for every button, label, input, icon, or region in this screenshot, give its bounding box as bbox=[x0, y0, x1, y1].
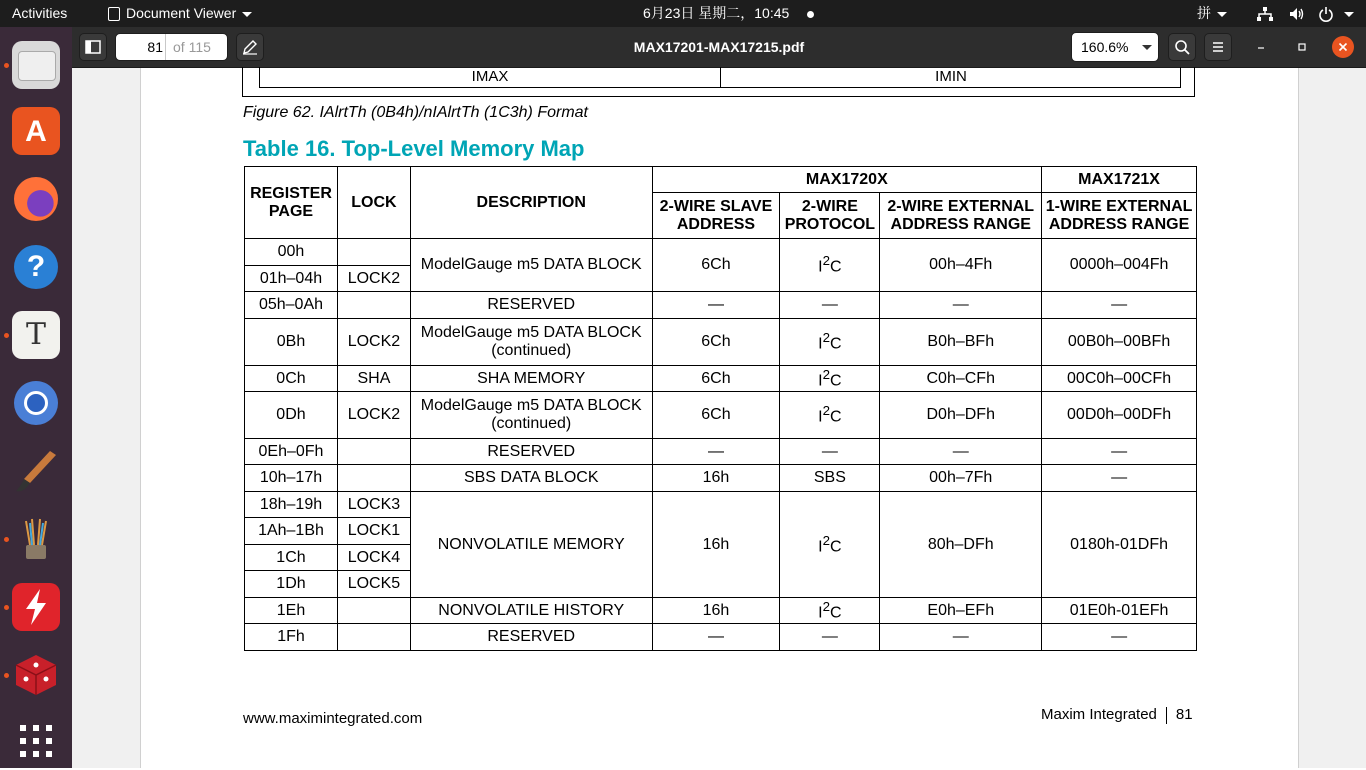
figure-caption: Figure 62. IAlrtTh (0B4h)/nIAlrtTh (1C3h) Format bbox=[243, 104, 588, 121]
register-page-cell: 1Fh bbox=[245, 624, 338, 651]
protocol-cell bbox=[780, 366, 880, 392]
chevron-down-icon bbox=[242, 12, 252, 17]
range-2wire-cell: B0h–BFh bbox=[880, 319, 1042, 366]
chevron-down-icon bbox=[1217, 12, 1227, 17]
register-page-cell: 0Eh–0Fh bbox=[245, 439, 338, 465]
table-row bbox=[245, 392, 1197, 439]
thunder-icon[interactable] bbox=[12, 583, 60, 631]
range-1wire-cell: 00B0h–00BFh bbox=[1042, 319, 1197, 366]
protocol-text: I bbox=[818, 538, 823, 556]
range-1wire-cell: 0180h-01DFh bbox=[1042, 492, 1197, 598]
range-2wire-cell: — bbox=[880, 292, 1042, 319]
page-number-input[interactable]: 81 bbox=[147, 39, 163, 55]
brushes-icon[interactable] bbox=[12, 515, 60, 563]
annotate-button[interactable] bbox=[236, 33, 264, 61]
clock-label: 6月23日 星期二，10:45 bbox=[643, 5, 790, 21]
header-register-page: REGISTER PAGE bbox=[245, 167, 338, 239]
slave-address-cell: 6Ch bbox=[652, 392, 780, 439]
firefox-icon[interactable] bbox=[12, 175, 60, 223]
range-2wire-cell: E0h–EFh bbox=[880, 598, 1042, 624]
description-cell: SBS DATA BLOCK bbox=[410, 465, 652, 492]
typora-icon[interactable]: T bbox=[12, 311, 60, 359]
description-cell: ModelGauge m5 DATA BLOCK (continued) bbox=[410, 319, 652, 366]
slave-address-cell: — bbox=[652, 292, 780, 319]
volume-icon bbox=[1288, 6, 1306, 22]
header-max1720x: MAX1720X bbox=[652, 167, 1042, 193]
app-menu[interactable] bbox=[108, 0, 252, 27]
chevron-down-icon[interactable] bbox=[1142, 45, 1152, 50]
header-protocol: 2-WIRE PROTOCOL bbox=[780, 193, 880, 239]
lock-cell bbox=[337, 292, 410, 319]
running-indicator bbox=[4, 537, 9, 542]
protocol-superscript: 2 bbox=[822, 330, 831, 346]
footer-divider bbox=[1166, 707, 1167, 724]
table-row bbox=[245, 598, 1197, 624]
imin-cell: IMIN bbox=[935, 68, 967, 85]
protocol-superscript: 2 bbox=[822, 598, 831, 614]
main-menu-button[interactable] bbox=[1204, 33, 1232, 61]
header-bar bbox=[72, 27, 1366, 68]
protocol-cell bbox=[780, 319, 880, 366]
page-count-label: of 115 bbox=[173, 39, 211, 55]
running-indicator bbox=[4, 63, 9, 68]
lock-cell bbox=[337, 239, 410, 266]
range-1wire-cell: — bbox=[1042, 624, 1197, 651]
protocol-superscript: 2 bbox=[822, 403, 831, 419]
running-indicator bbox=[4, 333, 9, 338]
lock-cell: LOCK2 bbox=[337, 319, 410, 366]
range-1wire-cell: 00D0h–00DFh bbox=[1042, 392, 1197, 439]
lock-cell: SHA bbox=[337, 366, 410, 392]
memory-map-table bbox=[244, 166, 1197, 651]
protocol-cell: — bbox=[780, 439, 880, 465]
header-description: DESCRIPTION bbox=[410, 167, 652, 239]
search-button[interactable] bbox=[1168, 33, 1196, 61]
protocol-text: C bbox=[830, 335, 842, 353]
description-cell: NONVOLATILE MEMORY bbox=[410, 492, 652, 598]
protocol-superscript: 2 bbox=[822, 366, 831, 382]
slave-address-cell: 6Ch bbox=[652, 319, 780, 366]
clock[interactable] bbox=[643, 0, 814, 27]
footer-page-number: 81 bbox=[1175, 706, 1193, 723]
range-1wire-cell: — bbox=[1042, 465, 1197, 492]
zoom-combo[interactable] bbox=[1071, 32, 1159, 62]
header-lock: LOCK bbox=[337, 167, 410, 239]
table-row bbox=[245, 292, 1197, 319]
footer-company: Maxim Integrated bbox=[1041, 706, 1157, 723]
apps-grid-icon[interactable] bbox=[12, 717, 60, 765]
protocol-text: C bbox=[830, 258, 842, 276]
lock-cell: LOCK3 bbox=[337, 492, 410, 518]
files-icon[interactable] bbox=[12, 41, 60, 89]
description-cell: RESERVED bbox=[410, 292, 652, 319]
register-page-cell: 18h–19h bbox=[245, 492, 338, 518]
protocol-cell: — bbox=[780, 624, 880, 651]
protocol-text: I bbox=[818, 372, 823, 390]
table-row bbox=[245, 465, 1197, 492]
header-slave-address: 2-WIRE SLAVE ADDRESS bbox=[652, 193, 780, 239]
register-page-cell: 1Ch bbox=[245, 545, 338, 571]
pencil-icon bbox=[237, 34, 263, 60]
header-max1721x: MAX1721X bbox=[1042, 167, 1197, 193]
table-row bbox=[245, 492, 1197, 518]
slave-address-cell: 6Ch bbox=[652, 366, 780, 392]
protocol-text: C bbox=[830, 408, 842, 426]
notification-dot-icon bbox=[807, 11, 814, 18]
power-icon bbox=[1318, 6, 1334, 22]
table-title: Table 16. Top-Level Memory Map bbox=[243, 136, 585, 161]
lock-cell: LOCK4 bbox=[337, 545, 410, 571]
chromium-icon[interactable] bbox=[12, 379, 60, 427]
slave-address-cell: 16h bbox=[652, 465, 780, 492]
table-row bbox=[245, 319, 1197, 366]
paint-icon[interactable] bbox=[12, 447, 60, 495]
table-row bbox=[245, 624, 1197, 651]
lock-cell: LOCK2 bbox=[337, 392, 410, 439]
dock bbox=[0, 27, 72, 768]
range-2wire-cell: 80h–DFh bbox=[880, 492, 1042, 598]
header-2wire-range: 2-WIRE EXTERNAL ADDRESS RANGE bbox=[880, 193, 1042, 239]
register-page-cell: 01h–04h bbox=[245, 266, 338, 292]
running-indicator bbox=[4, 605, 9, 610]
search-icon bbox=[1169, 34, 1195, 60]
page-entry[interactable] bbox=[115, 33, 228, 61]
protocol-text: I bbox=[818, 604, 823, 622]
description-cell: RESERVED bbox=[410, 624, 652, 651]
lock-cell: LOCK5 bbox=[337, 571, 410, 598]
imax-cell: IMAX bbox=[471, 68, 509, 85]
register-page-cell: 1Dh bbox=[245, 571, 338, 598]
range-2wire-cell: — bbox=[880, 439, 1042, 465]
range-1wire-cell: 00C0h–00CFh bbox=[1042, 366, 1197, 392]
protocol-text: I bbox=[818, 335, 823, 353]
system-menu[interactable] bbox=[1256, 0, 1354, 27]
protocol-superscript: 2 bbox=[822, 532, 831, 548]
app-menu-label: Document Viewer bbox=[126, 5, 237, 21]
protocol-cell bbox=[780, 598, 880, 624]
protocol-text: C bbox=[830, 604, 842, 622]
header-1wire-range: 1-WIRE EXTERNAL ADDRESS RANGE bbox=[1042, 193, 1197, 239]
dice-icon[interactable] bbox=[12, 651, 60, 699]
footer-right bbox=[1041, 706, 1193, 724]
input-method-label: 拼 bbox=[1197, 5, 1211, 21]
protocol-superscript: 2 bbox=[822, 253, 831, 269]
software-icon[interactable]: A bbox=[12, 107, 60, 155]
range-1wire-cell: 0000h–004Fh bbox=[1042, 239, 1197, 292]
register-page-cell: 1Ah–1Bh bbox=[245, 518, 338, 545]
lock-cell bbox=[337, 598, 410, 624]
table-row bbox=[245, 239, 1197, 266]
running-indicator bbox=[4, 673, 9, 678]
pdf-page bbox=[140, 68, 1299, 768]
activities-button[interactable]: Activities bbox=[12, 5, 68, 21]
lock-cell bbox=[337, 624, 410, 651]
range-2wire-cell: — bbox=[880, 624, 1042, 651]
protocol-cell bbox=[780, 239, 880, 292]
footer-url[interactable]: www.maximintegrated.com bbox=[243, 710, 423, 727]
register-page-cell: 0Bh bbox=[245, 319, 338, 366]
protocol-text: I bbox=[818, 408, 823, 426]
protocol-cell: — bbox=[780, 292, 880, 319]
register-page-cell: 05h–0Ah bbox=[245, 292, 338, 319]
hamburger-icon bbox=[1205, 34, 1231, 60]
protocol-cell bbox=[780, 492, 880, 598]
description-cell: SHA MEMORY bbox=[410, 366, 652, 392]
register-page-cell: 00h bbox=[245, 239, 338, 266]
network-icon bbox=[1256, 6, 1274, 22]
input-method-menu[interactable] bbox=[1197, 0, 1227, 27]
slave-address-cell: 16h bbox=[652, 598, 780, 624]
description-cell: ModelGauge m5 DATA BLOCK (continued) bbox=[410, 392, 652, 439]
register-page-cell: 10h–17h bbox=[245, 465, 338, 492]
maximize-button[interactable] bbox=[1294, 39, 1310, 55]
slave-address-cell: — bbox=[652, 439, 780, 465]
minimize-icon bbox=[1253, 39, 1269, 55]
slave-address-cell: 16h bbox=[652, 492, 780, 598]
protocol-text: I bbox=[818, 258, 823, 276]
chevron-down-icon bbox=[1344, 12, 1354, 17]
protocol-text: C bbox=[830, 372, 842, 390]
protocol-cell: SBS bbox=[780, 465, 880, 492]
register-page-cell: 0Dh bbox=[245, 392, 338, 439]
lock-cell bbox=[337, 439, 410, 465]
lock-cell bbox=[337, 465, 410, 492]
protocol-text: C bbox=[830, 538, 842, 556]
slave-address-cell: — bbox=[652, 624, 780, 651]
minimize-button[interactable] bbox=[1253, 39, 1269, 55]
table-row bbox=[245, 366, 1197, 392]
range-1wire-cell: 01E0h-01EFh bbox=[1042, 598, 1197, 624]
description-cell: RESERVED bbox=[410, 439, 652, 465]
register-page-cell: 0Ch bbox=[245, 366, 338, 392]
document-viewer-icon bbox=[108, 7, 120, 21]
slave-address-cell: 6Ch bbox=[652, 239, 780, 292]
sidebar-icon bbox=[80, 34, 106, 60]
lock-cell: LOCK2 bbox=[337, 266, 410, 292]
figure-62-inner bbox=[259, 67, 1181, 88]
range-2wire-cell: D0h–DFh bbox=[880, 392, 1042, 439]
figure-62-box bbox=[242, 67, 1195, 97]
description-cell: ModelGauge m5 DATA BLOCK bbox=[410, 239, 652, 292]
register-page-cell: 1Eh bbox=[245, 598, 338, 624]
range-2wire-cell: C0h–CFh bbox=[880, 366, 1042, 392]
close-icon bbox=[1332, 36, 1354, 58]
zoom-value[interactable]: 160.6% bbox=[1081, 39, 1129, 55]
restore-icon bbox=[1294, 39, 1310, 55]
document-title: MAX17201-MAX17215.pdf bbox=[633, 39, 805, 55]
help-icon[interactable]: ? bbox=[12, 243, 60, 291]
description-cell: NONVOLATILE HISTORY bbox=[410, 598, 652, 624]
close-button[interactable] bbox=[1332, 36, 1354, 58]
page-divider bbox=[165, 34, 166, 60]
range-2wire-cell: 00h–4Fh bbox=[880, 239, 1042, 292]
system-top-bar bbox=[0, 0, 1366, 27]
document-view[interactable] bbox=[72, 68, 1366, 768]
range-1wire-cell: — bbox=[1042, 439, 1197, 465]
table-row bbox=[245, 439, 1197, 465]
lock-cell: LOCK1 bbox=[337, 518, 410, 545]
sidebar-toggle-button[interactable] bbox=[79, 33, 107, 61]
range-2wire-cell: 00h–7Fh bbox=[880, 465, 1042, 492]
range-1wire-cell: — bbox=[1042, 292, 1197, 319]
protocol-cell bbox=[780, 392, 880, 439]
